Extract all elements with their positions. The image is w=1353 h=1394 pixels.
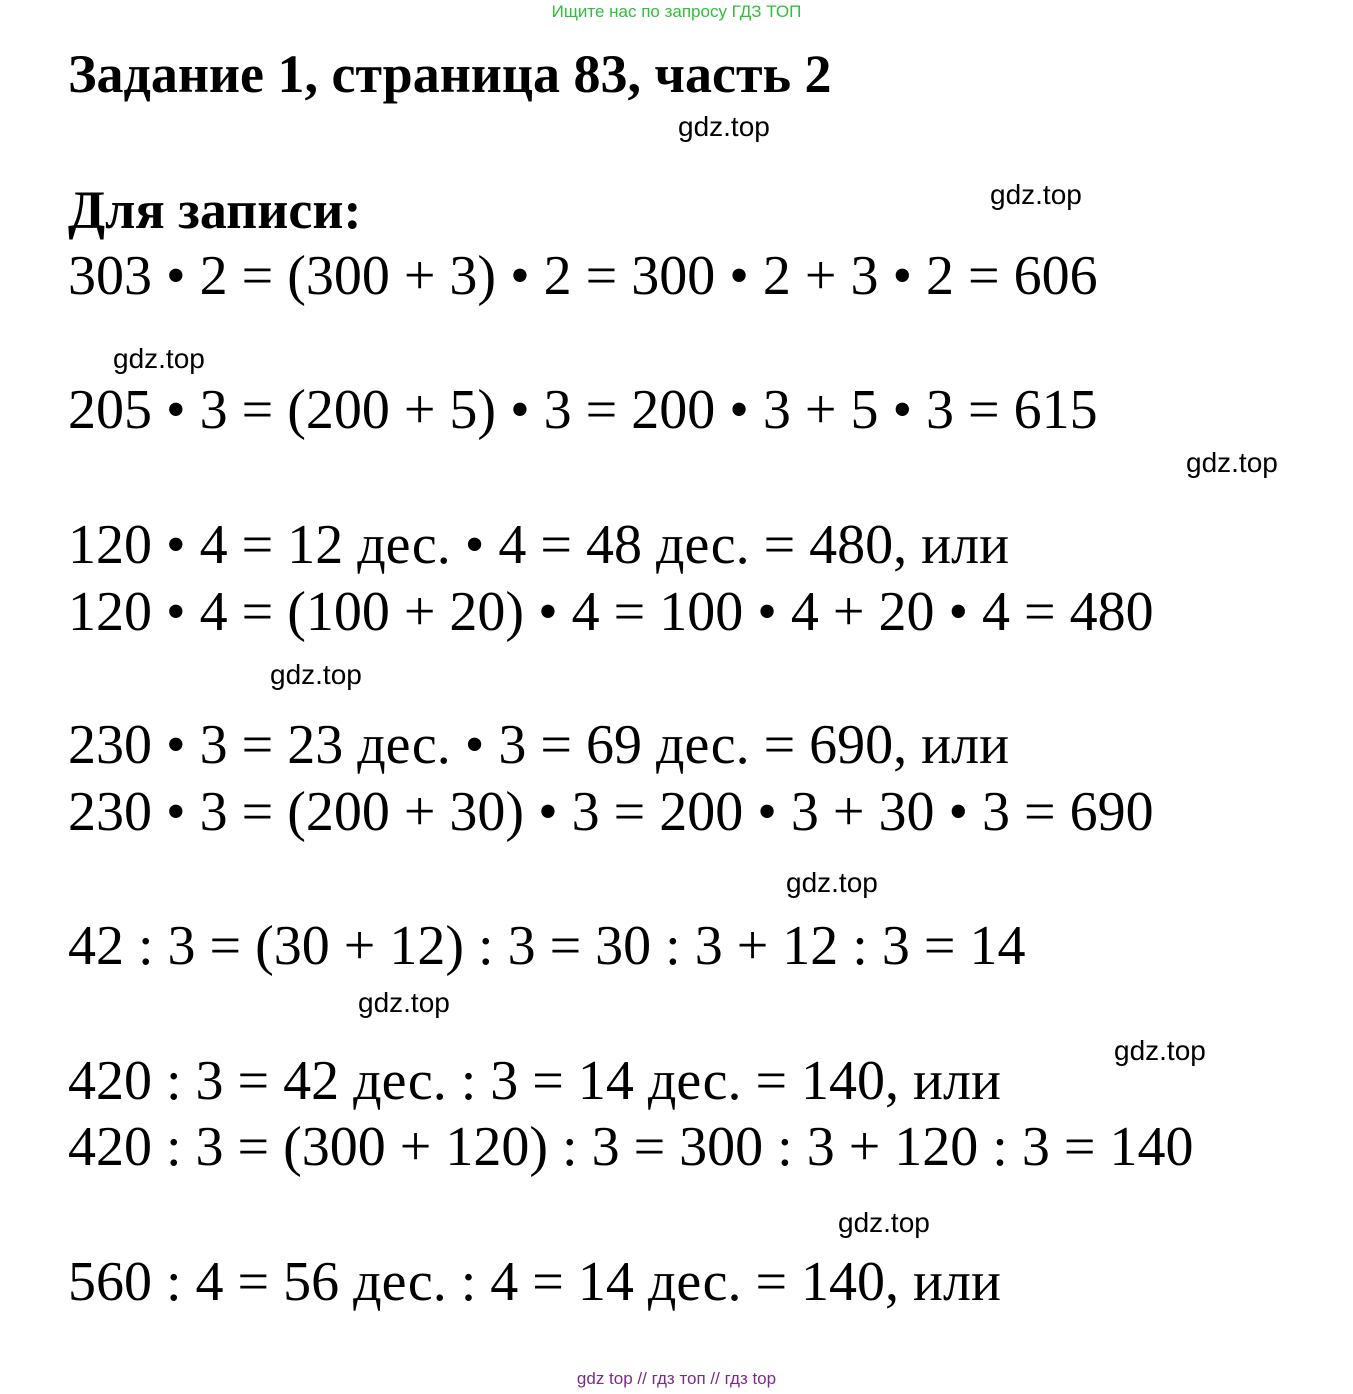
page-title: Задание 1, страница 83, часть 2 <box>68 44 832 104</box>
equation-line: 42 : 3 = (30 + 12) : 3 = 30 : 3 + 12 : 3 = 14 <box>68 915 1026 977</box>
footer: gdz top // гдз топ // гдз top <box>576 1369 777 1388</box>
watermark: gdz.top <box>358 987 450 1018</box>
watermark: gdz.top <box>113 343 205 374</box>
watermark: gdz.top <box>1114 1035 1206 1066</box>
equation-line: 230 • 3 = 23 дес. • 3 = 69 дес. = 690, или <box>68 714 1010 776</box>
equation-line: 560 : 4 = 56 дес. : 4 = 14 дес. = 140, или <box>68 1251 1001 1313</box>
equation-line: 230 • 3 = (200 + 30) • 3 = 200 • 3 + 30 • 3 = 690 <box>68 781 1154 843</box>
watermark: gdz.top <box>1186 447 1278 478</box>
top-banner: Ищите нас по запросу ГДЗ ТОП <box>551 2 802 21</box>
watermark: gdz.top <box>990 179 1082 210</box>
watermark: gdz.top <box>678 111 770 142</box>
watermark: gdz.top <box>786 867 878 898</box>
watermark: gdz.top <box>838 1207 930 1238</box>
equation-line: 120 • 4 = (100 + 20) • 4 = 100 • 4 + 20 • 4 = 480 <box>68 581 1154 643</box>
equation-line: 420 : 3 = 42 дес. : 3 = 14 дес. = 140, или <box>68 1050 1001 1112</box>
equation-line: 420 : 3 = (300 + 120) : 3 = 300 : 3 + 120 : 3 = 140 <box>68 1116 1194 1178</box>
equation-line: 120 • 4 = 12 дес. • 4 = 48 дес. = 480, или <box>68 514 1010 576</box>
equation-line: 205 • 3 = (200 + 5) • 3 = 200 • 3 + 5 • 3 = 615 <box>68 379 1098 441</box>
section-heading: Для записи: <box>68 180 362 240</box>
equation-line: 303 • 2 = (300 + 3) • 2 = 300 • 2 + 3 • 2 = 606 <box>68 245 1098 307</box>
watermark: gdz.top <box>270 659 362 690</box>
